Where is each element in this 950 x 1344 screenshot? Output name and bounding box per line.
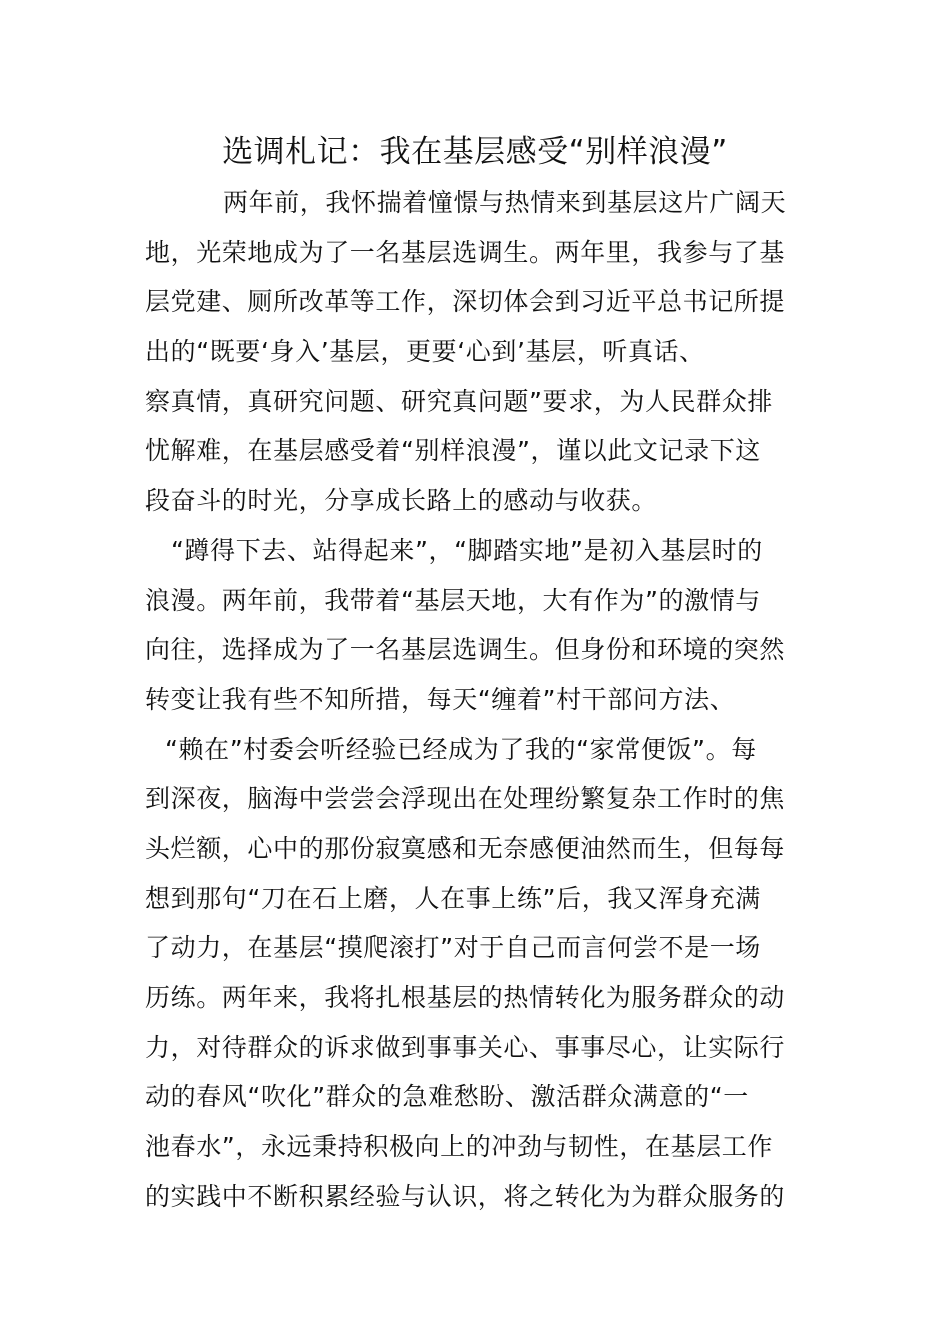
paragraph-line: 出的“既要‘身入’基层，更要‘心到’基层，听真话、	[145, 337, 705, 367]
paragraph-line: 地，光荣地成为了一名基层选调生。两年里，我参与了基	[145, 237, 786, 267]
paragraph-line: “赖在”村委会听经验已经成为了我的“家常便饭”。每	[165, 734, 757, 764]
paragraph-line: 的实践中不断积累经验与认识，将之转化为为群众服务的	[145, 1181, 786, 1211]
paragraph-line: 察真情，真研究问题、研究真问题”要求，为人民群众排	[145, 386, 773, 416]
paragraph-line: “蹲得下去、站得起来”，“脚踏实地”是初入基层时的	[171, 535, 763, 565]
paragraph-line: 动的春风“吹化”群众的急难愁盼、激活群众满意的“一	[145, 1082, 749, 1112]
paragraph-line: 到深夜，脑海中尝尝会浮现出在处理纷繁复杂工作时的焦	[145, 784, 786, 814]
paragraph-line: 层党建、厕所改革等工作，深切体会到习近平总书记所提	[145, 287, 786, 317]
paragraph-line: 了动力，在基层“摸爬滚打”对于自己而言何尝不是一场	[145, 933, 761, 963]
document-title: 选调札记：我在基层感受“别样浪漫”	[222, 134, 728, 170]
paragraph-line: 头烂额，心中的那份寂寞感和无奈感便油然而生，但每每	[145, 833, 786, 863]
paragraph-line: 转变让我有些不知所措，每天“缠着”村干部问方法、	[145, 684, 736, 714]
paragraph-line: 想到那句“刀在石上磨，人在事上练”后，我又浑身充满	[145, 883, 761, 913]
paragraph-line: 浪漫。两年前，我带着“基层天地，大有作为”的激情与	[145, 585, 761, 615]
paragraph-line: 忧解难，在基层感受着“别样浪漫”，谨以此文记录下这	[145, 436, 761, 466]
paragraph-line: 历练。两年来，我将扎根基层的热情转化为服务群众的动	[145, 983, 786, 1012]
paragraph-line: 段奋斗的时光，分享成长路上的感动与收获。	[145, 486, 658, 516]
paragraph-line: 力，对待群众的诉求做到事事关心、事事尽心，让实际行	[145, 1032, 786, 1062]
paragraph-line: 池春水”，永远秉持积极向上的冲劲与韧性，在基层工作	[145, 1132, 773, 1162]
paragraph-line: 向往，选择成为了一名基层选调生。但身份和环境的突然	[145, 635, 786, 665]
paragraph-line: 两年前，我怀揣着憧憬与热情来到基层这片广阔天	[223, 188, 787, 217]
document-body	[145, 178, 810, 1221]
